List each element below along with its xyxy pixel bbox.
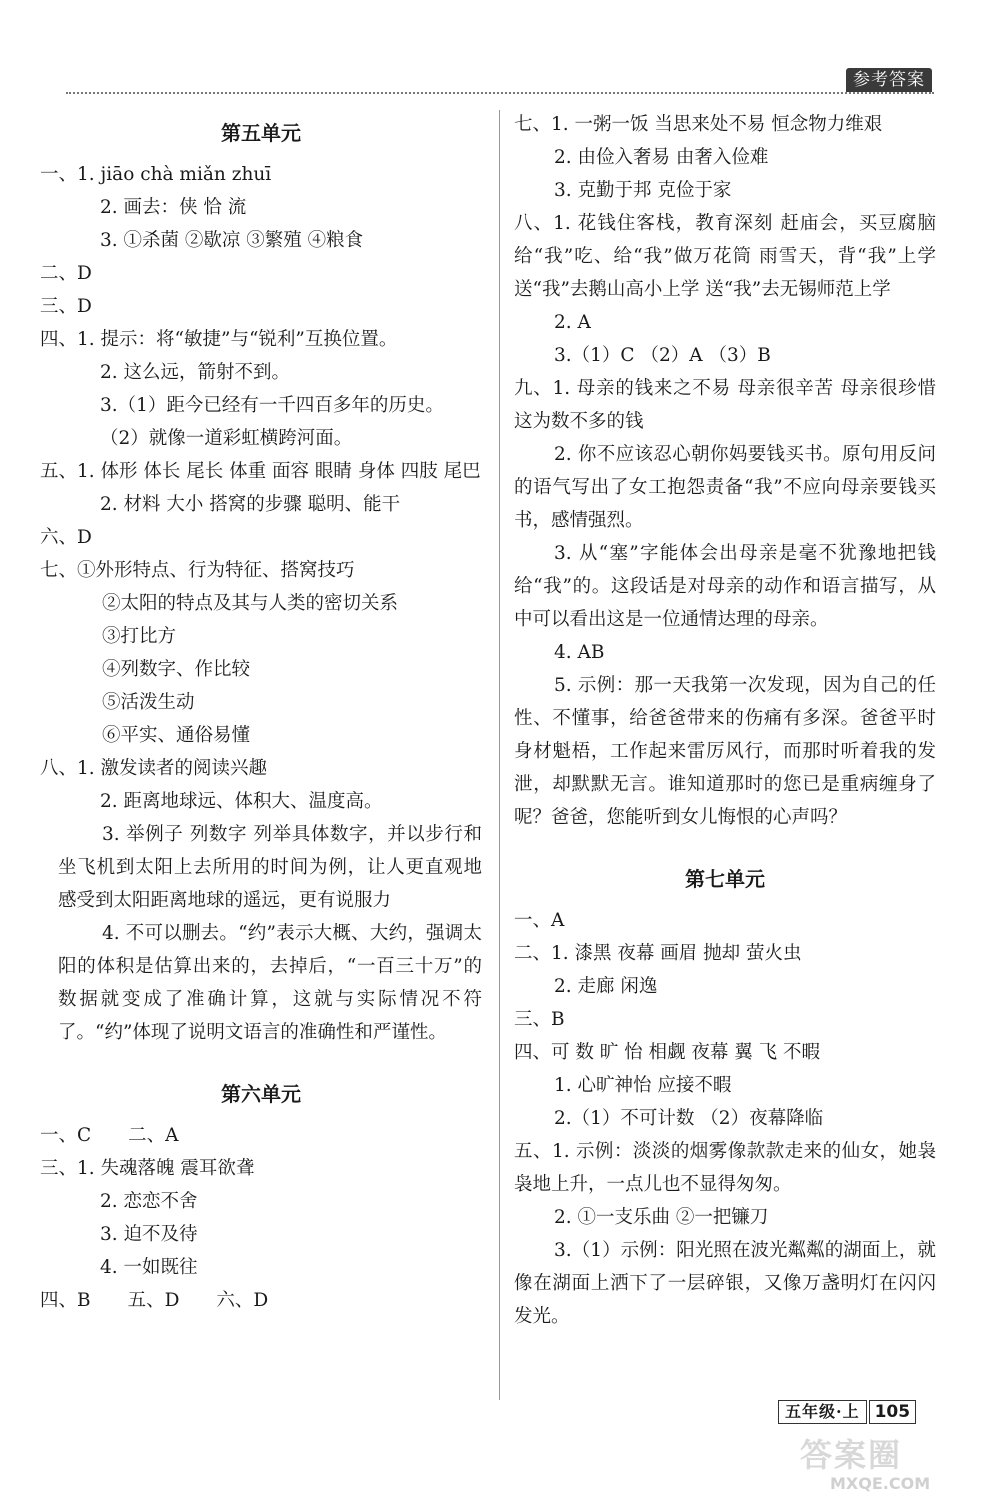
answer-line: 2. 走廊 闲逸: [554, 976, 658, 997]
answer-paragraph: 3.（1）示例：阳光照在波光粼粼的湖面上，就像在湖面上洒下了一层碎银，又像万盏明灯在闪闪发光。: [514, 1240, 936, 1327]
answer-line: 四、B 五、D 六、D: [40, 1290, 269, 1311]
answer-line: 二、1. 漆黑 夜幕 画眉 抛却 萤火虫: [514, 943, 802, 964]
answer-paragraph: 5. 示例：那一天我第一次发现，因为自己的任性、不懂事，给爸爸带来的伤痛有多深。爸爸平时身材魁梧，工作起来雷厉风行，而那时听着我的发泄，却默默无言。谁知道那时的您已是重病缠身了呢？爸爸，您能听到女儿悔恨的心声吗？: [514, 675, 936, 828]
answer-line: 2. ①一支乐曲 ②一把镰刀: [554, 1207, 769, 1228]
answer-line: 一、1. jiāo chà miǎn zhuī: [40, 164, 272, 185]
spacer: [40, 1049, 482, 1069]
right-column: [514, 108, 936, 1333]
watermark-site: MXQE.COM: [830, 1474, 931, 1493]
answer-line: 三、D: [40, 296, 92, 317]
answer-line: 2. 距离地球远、体积大、温度高。: [100, 791, 383, 812]
unit6-title: 第六单元: [221, 1082, 301, 1106]
header-tab-answers: 参考答案: [846, 68, 932, 92]
answer-line: 2. 恋恋不舍: [100, 1191, 198, 1212]
answer-paragraph: 4. 不可以删去。“约”表示大概、大约，强调太阳的体积是估算出来的，去掉后，“一百三十万”的数据就变成了准确计算，这就与实际情况不符了。“约”体现了说明文语言的准确性和严谨性。: [58, 923, 482, 1043]
answer-paragraph: 八、1. 花钱住客栈，教育深刻 赶庙会，买豆腐脑给“我”吃、给“我”做万花筒 雨雪天，背“我”上学 送“我”去鹅山高小上学 送“我”去无锡师范上学: [514, 213, 936, 300]
answer-paragraph: 五、1. 示例：淡淡的烟雾像款款走来的仙女，她袅袅地上升，一点儿也不显得匆匆。: [514, 1141, 936, 1195]
answer-line: 八、1. 激发读者的阅读兴趣: [40, 758, 268, 779]
footer-badge: [778, 1400, 916, 1424]
answer-line: 四、1. 提示：将“敏捷”与“锐利”互换位置。: [40, 329, 398, 350]
left-column: [40, 108, 482, 1317]
answer-line: 一、A: [514, 910, 565, 931]
answer-line: 三、1. 失魂落魄 震耳欲聋: [40, 1158, 255, 1179]
answer-paragraph: 3. 从“塞”字能体会出母亲是毫不犹豫地把钱给“我”的。这段话是对母亲的动作和语言描写，从中可以看出这是一位通情达理的母亲。: [514, 543, 936, 630]
answer-line: 4. AB: [554, 642, 605, 663]
answer-line: 三、B: [514, 1009, 565, 1030]
answer-line: 2. 这么远，箭射不到。: [100, 362, 291, 383]
answer-line: 3. ①杀菌 ②歇凉 ③繁殖 ④粮食: [100, 230, 364, 251]
answer-line: 一、C 二、A: [40, 1125, 179, 1146]
answer-line: ④列数字、作比较: [102, 659, 251, 680]
header-divider: [66, 92, 934, 94]
answer-line: 2.（1）不可计数 （2）夜幕降临: [554, 1108, 824, 1129]
answer-line: 3.（1）C （2）A （3）B: [554, 345, 771, 366]
unit7-title: 第七单元: [685, 867, 765, 891]
answer-line: 2. A: [554, 312, 591, 333]
unit5-title: 第五单元: [221, 121, 301, 145]
answer-line: 2. 画去：侠 恰 流: [100, 197, 247, 218]
watermark-logo: 答案圈: [800, 1436, 903, 1474]
column-divider: [499, 110, 500, 1400]
answer-line: 四、可 数 旷 怡 相觑 夜幕 翼 飞 不暇: [514, 1042, 821, 1063]
answer-paragraph: 九、1. 母亲的钱来之不易 母亲很辛苦 母亲很珍惜这为数不多的钱: [514, 378, 936, 432]
answer-line: 六、D: [40, 527, 92, 548]
answer-line: 二、D: [40, 263, 92, 284]
answer-line: （2）就像一道彩虹横跨河面。: [100, 428, 353, 449]
answer-paragraph: 3. 举例子 列数字 列举具体数字，并以步行和坐飞机到太阳上去所用的时间为例，让人更直观地感受到太阳距离地球的遥远，更有说服力: [58, 824, 482, 911]
answer-line: ③打比方: [102, 626, 177, 647]
answer-paragraph: 2. 你不应该忍心朝你妈要钱买书。原句用反问的语气写出了女工抱怨责备“我”不应向母亲要钱买书，感情强烈。: [514, 444, 936, 531]
answer-line: 2. 材料 大小 搭窝的步骤 聪明、能干: [100, 494, 401, 515]
answer-line: 3. 克勤于邦 克俭于家: [554, 180, 732, 201]
answer-line: 七、①外形特点、行为特征、搭窝技巧: [40, 560, 355, 581]
spacer: [514, 834, 936, 854]
answer-paragraph: 五、1. 体形 体长 尾长 体重 面容 眼睛 身体 四肢 尾巴: [40, 461, 481, 482]
answer-line: 七、1. 一粥一饭 当思来处不易 恒念物力维艰: [514, 114, 883, 135]
page-number: 105: [869, 1400, 917, 1424]
answer-line: 3.（1）距今已经有一千四百多年的历史。: [100, 395, 444, 416]
grade-label: 五年级·上: [778, 1400, 867, 1424]
answer-line: 4. 一如既往: [100, 1257, 198, 1278]
answer-line: 2. 由俭入奢易 由奢入俭难: [554, 147, 769, 168]
answer-line: ②太阳的特点及其与人类的密切关系: [102, 593, 399, 614]
answer-line: 3. 迫不及待: [100, 1224, 198, 1245]
answer-line: 1. 心旷神怡 应接不暇: [554, 1075, 732, 1096]
answer-line: ⑤活泼生动: [102, 692, 195, 713]
answer-line: ⑥平实、通俗易懂: [102, 725, 251, 746]
